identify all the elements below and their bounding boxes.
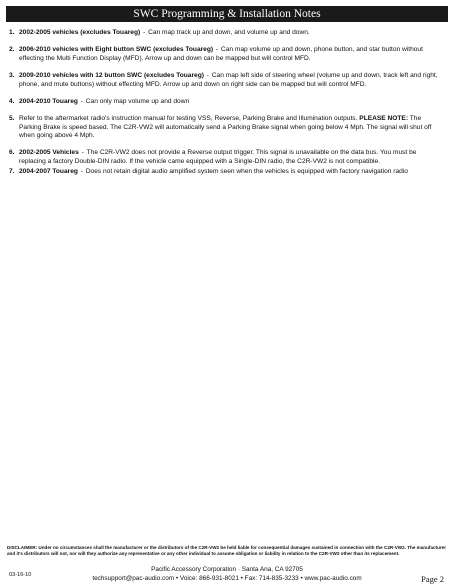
installation-notes-list — [9, 29, 443, 185]
note-item: 1. 2002-2005 vehicles (excludes Touareg) - Can map track up and down, and volume up and down. — [9, 29, 310, 36]
note-item: 2. 2006-2010 vehicles with Eight button SWC (excludes Touareg) - Can map volume up and down, phone button, and star button without effecting the Multi Function Display (MFD). Arrow up and down can be mapped but will control MFD. — [9, 46, 423, 62]
company-address: Pacific Accessory Corporation · Santa Ana, CA 92705 — [151, 566, 303, 573]
note-number: 4. — [9, 97, 15, 105]
disclaimer: DISCLAIMER: Under no circumstances shall the manufacturer or the distributors of the C2R-VW2 be held liable for consequential damages sustained in connection with the C2R-VW2. The manufacturer and it's distributors will not, nor will they authorize any representative or any other individual to assume obligation or liability in relation to the C2R-VW2 other than its replacement. — [7, 545, 447, 556]
section-title: SWC Programming & Installation Notes — [6, 6, 448, 22]
note-text: Can only map volume up and down — [85, 97, 190, 105]
note-item: 6. 2002-2005 Vehicles - The C2R-VW2 does not provide a Reverse output trigger. This signal is unavailable on the data bus. You must be replacing a factory Double-DIN radio. If the vehicle came equipped with a Single-DIN radio, the C2R-VW2 is not compatible. — [9, 149, 417, 165]
note-vehicle-range: 2006-2010 vehicles with Eight button SWC (excludes Touareg) — [19, 46, 214, 54]
note-text: The Parking Brake is speed based. The C2R-VW2 will automatically send a Parking Brake signal when going below 4 Mph. The signal will shut off when going above 4 Mph. — [19, 114, 432, 140]
note-vehicle-range: 2009-2010 vehicles with 12 button SWC (excludes Touareg) — [19, 71, 204, 79]
contact-info: techsupport@pac-audio.com • Voice: 866-931-8021 • Fax: 714-835-3233 • www.pac-audio.com — [92, 575, 362, 582]
note-text: Can map left side of steering wheel (volume up and down, track left and right, phone, and mute buttons) without effecting MFD. Arrow up and down on right side can be mapped but will control MFD. — [19, 71, 438, 88]
note-number: 7. — [9, 168, 15, 175]
note-number: 6. — [9, 149, 15, 157]
note-text: Does not retain digital audio amplified system seen when the vehicles is equipped with factory navigation radio — [85, 168, 408, 175]
page-footer — [0, 565, 454, 588]
note-number: 1. — [9, 29, 15, 36]
note-text: The C2R-VW2 does not provide a Reverse output trigger. This signal is unavailable on the data bus. You must be replacing a factory Double-DIN radio. If the vehicle came equipped with a Single-DIN radio, the C2R-VW2 is not compatible. — [19, 149, 417, 165]
page-number: Page 2 — [421, 574, 444, 584]
note-text: Can map track up and down, and volume up and down. — [148, 29, 310, 36]
please-note-label: PLEASE NOTE: — [359, 114, 409, 122]
note-item: 3. 2009-2010 vehicles with 12 button SWC (excludes Touareg) - Can map left side of steering wheel (volume up and down, track left and right, phone, and mute buttons) without effecting MFD. Arrow up and down on right side can be mapped but will control MFD. — [9, 71, 438, 88]
note-text: Can map volume up and down, phone button, and star button without effecting the Multi Function Display (MFD). Arrow up and down can be mapped but will control MFD. — [19, 46, 423, 62]
note-vehicle-range: 2004-2007 Touareg — [19, 168, 78, 175]
note-vehicle-range: 2002-2005 Vehicles — [19, 149, 79, 157]
note-number: 3. — [9, 71, 15, 79]
revision-date: 03-16-10 — [9, 572, 32, 578]
note-item: 4. 2004-2010 Touareg - Can only map volume up and down — [9, 97, 190, 105]
note-number: 5. — [9, 114, 15, 122]
note-number: 2. — [9, 46, 15, 54]
note-text: Refer to the aftermarket radio's instruction manual for testing VSS, Reverse, Parking Brake and Illumination outputs. — [19, 114, 358, 122]
note-vehicle-range: 2002-2005 vehicles (excludes Touareg) — [19, 29, 141, 36]
note-item — [9, 115, 443, 141]
note-vehicle-range: 2004-2010 Touareg — [19, 97, 78, 105]
note-item: 7. 2004-2007 Touareg - Does not retain digital audio amplified system seen when the vehicles is equipped with factory navigation radio — [9, 168, 408, 175]
